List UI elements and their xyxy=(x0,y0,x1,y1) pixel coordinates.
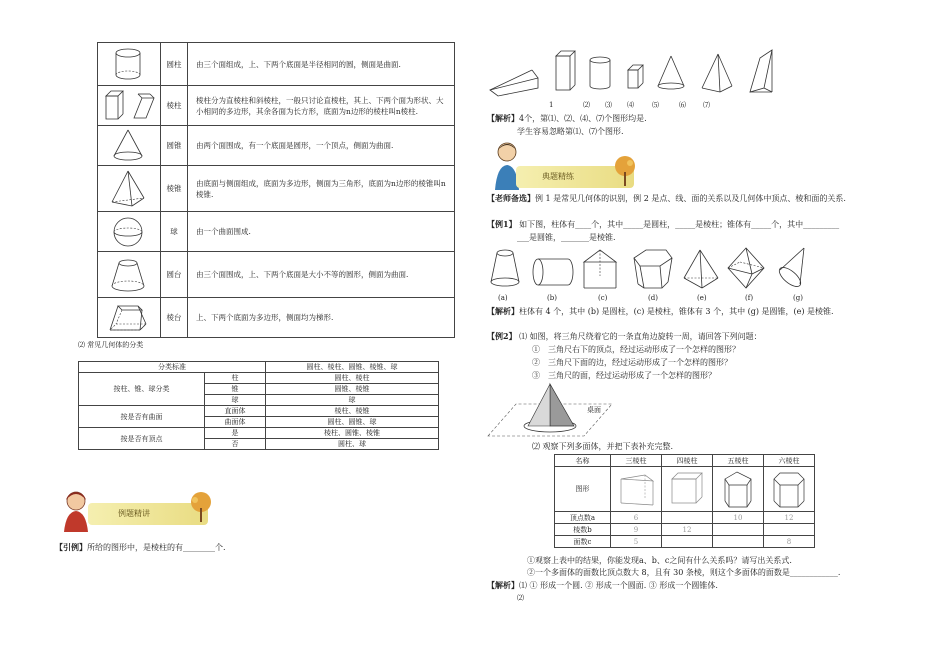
table-cell: 棱柱、圆锥、棱锥 xyxy=(266,428,439,439)
table-row xyxy=(79,362,439,373)
table-row xyxy=(555,455,815,467)
criterion-cell: 按是否有顶点 xyxy=(79,428,205,450)
table-row xyxy=(98,126,455,166)
table-cell: 圆柱、棱柱 xyxy=(266,373,439,384)
table-row xyxy=(98,298,455,338)
shape-name: 球 xyxy=(161,212,188,252)
analysis-label: 【解析】 xyxy=(487,113,519,123)
classification-table xyxy=(78,361,439,450)
table-cell: 圆锥、棱锥 xyxy=(266,384,439,395)
shape-desc: 由一个曲面围成. xyxy=(188,212,455,252)
table-cell: 否 xyxy=(205,439,266,450)
figure-label: (d) xyxy=(648,294,658,302)
table-row xyxy=(555,524,815,536)
table-cell: 棱柱、棱锥 xyxy=(266,406,439,417)
shape-name: 棱锥 xyxy=(161,166,188,212)
figure-label: (f) xyxy=(745,294,754,302)
example-2 xyxy=(487,331,762,342)
triangular-prism-icon xyxy=(611,467,662,512)
ex2-obs1: ①观察上表中的结果，你能发现a、b、c之间有什么关系吗？请写出关系式. xyxy=(527,556,792,565)
table-cell: 12 xyxy=(662,524,713,536)
figure-number: ⑷ xyxy=(627,101,634,109)
table-row xyxy=(555,512,815,524)
table-cell xyxy=(662,512,713,524)
table-header-cell: 四棱柱 xyxy=(662,455,713,467)
ex1-question-2: ___是圆锥，_______是棱锥. xyxy=(517,233,616,242)
table-cell: 9 xyxy=(611,524,662,536)
table-row xyxy=(98,212,455,252)
table-cell: 8 xyxy=(764,536,815,548)
ex2-obs2: ②一个多面体的面数比顶点数大 8，且有 30 条棱，则这个多面体的面数是____________. xyxy=(527,568,841,577)
example-1 xyxy=(487,219,897,230)
figure-numbers xyxy=(0,100,950,110)
criterion-cell: 按是否有曲面 xyxy=(79,406,205,428)
table-cell: 6 xyxy=(611,512,662,524)
ex1-label: 【例1】 xyxy=(487,219,517,229)
table-row xyxy=(555,536,815,548)
ex2-q3: ③ 三角尺的面，经过运动形成了一个怎样的图形？ xyxy=(532,371,716,380)
table-cell xyxy=(713,536,764,548)
table-cell xyxy=(713,524,764,536)
analysis-label: 【解析】 xyxy=(487,580,519,590)
ex2-q1: ① 三角尺右下的顶点，经过运动形成了一个怎样的图形？ xyxy=(532,345,740,354)
table-header-cell: 名称 xyxy=(555,455,611,467)
table-header-cell: 六棱柱 xyxy=(764,455,815,467)
shape-name: 圆台 xyxy=(161,252,188,298)
yinli xyxy=(55,542,226,553)
teacher-text: 例 1 是常见几何体的识别，例 2 是点、线、面的关系以及几何体中顶点、棱和面的关系. xyxy=(535,194,846,203)
teacher-note xyxy=(487,193,907,204)
table-row xyxy=(98,252,455,298)
ex1-figure-labels xyxy=(0,293,950,303)
table-cell: 面数c xyxy=(555,536,611,548)
shape-desc: 由三个面围成，上、下两个底面是大小不等的圆形，侧面为曲面. xyxy=(188,252,455,298)
figure-number: 1 xyxy=(549,101,554,109)
classification-heading: ⑵ 常见几何体的分类 xyxy=(78,341,144,349)
table-cell: 棱数b xyxy=(555,524,611,536)
analysis-text: 4个，第⑴、⑵、⑷、⑺个图形均是. xyxy=(519,114,647,123)
ex2-q2: ② 三角尺下面的边，经过运动形成了一个怎样的图形？ xyxy=(532,358,732,367)
table-cell: 圆柱、圆锥、球 xyxy=(266,417,439,428)
ex2-label: 【例2】 xyxy=(487,331,517,341)
frustum-cone-icon xyxy=(98,252,161,298)
yinli-analysis xyxy=(487,113,647,124)
table-cell xyxy=(662,536,713,548)
figure-label: (e) xyxy=(697,294,707,302)
table-cell: 12 xyxy=(764,512,815,524)
polyhedra-table xyxy=(554,454,815,548)
figure-label: (g) xyxy=(793,294,803,302)
shape-name: 棱柱 xyxy=(161,86,188,126)
pyramid-icon xyxy=(98,166,161,212)
table-cell: 锥 xyxy=(205,384,266,395)
ex1-analysis xyxy=(487,306,834,317)
table-cell: 圆柱、球 xyxy=(266,439,439,450)
pentagonal-prism-icon xyxy=(713,467,764,512)
table-header-cell: 圆柱、棱柱、圆锥、棱锥、球 xyxy=(266,362,439,373)
shape-desc: 由两个面围成，有一个底面是圆形，一个顶点，侧面为曲面. xyxy=(188,126,455,166)
table-header-cell: 三棱柱 xyxy=(611,455,662,467)
analysis-label: 【解析】 xyxy=(487,306,519,316)
table-cell: 球 xyxy=(266,395,439,406)
analysis-text: ⑴ ① 形成一个圆. ② 形成一个圆面. ③ 形成一个圆锥体. xyxy=(519,581,718,590)
criterion-cell: 按柱、锥、球分类 xyxy=(79,373,205,406)
table-cell: 是 xyxy=(205,428,266,439)
figure-label: (b) xyxy=(547,294,557,302)
yinli-text: 所给的图形中，是棱柱的有________个. xyxy=(87,543,226,552)
figure-number: ⑵ xyxy=(583,101,590,109)
figure-number: ⑸ xyxy=(652,101,659,109)
figure-number: ⑹ xyxy=(679,101,686,109)
table-row xyxy=(79,373,439,384)
table-cell: 5 xyxy=(611,536,662,548)
banner-title: 例题精讲 xyxy=(118,509,150,518)
shape-desc: 棱柱分为直棱柱和斜棱柱，一般只讨论直棱柱，其上、下两个面为形状、大小相同的多边形，其余各面为长方形，底面为n边形的棱柱叫n棱柱. xyxy=(188,86,455,126)
figure-number: ⑺ xyxy=(703,101,710,109)
shape-desc: 由三个面组成，上、下两个底面是半径相同的圆，侧面是曲面. xyxy=(188,43,455,86)
table-cell xyxy=(764,524,815,536)
table-cell: 10 xyxy=(713,512,764,524)
yinli-note: 学生容易忽略第⑴、⑺个图形. xyxy=(517,127,624,136)
analysis-text: 柱体有 4 个，其中 (b) 是圆柱，(c) 是棱柱，锥体有 3 个，其中 (g) 是圆锥，(e) 是棱锥. xyxy=(519,307,834,316)
shape-name: 圆柱 xyxy=(161,43,188,86)
desk-label: 桌面 xyxy=(587,406,601,414)
table-header-cell: 五棱柱 xyxy=(713,455,764,467)
table-row xyxy=(555,467,815,512)
table-row xyxy=(98,43,455,86)
table-cell: 柱 xyxy=(205,373,266,384)
frustum-pyramid-icon xyxy=(98,298,161,338)
shape-name: 棱台 xyxy=(161,298,188,338)
banner-title: 典题精练 xyxy=(542,172,574,181)
ex2-analysis-2: ⑵ xyxy=(517,594,524,602)
table-row xyxy=(79,406,439,417)
figure-label: (a) xyxy=(498,294,508,302)
table-cell: 图形 xyxy=(555,467,611,512)
shape-desc: 上、下两个底面为多边形，侧面均为梯形. xyxy=(188,298,455,338)
ex1-question: 如下图，柱体有____个，其中_____是圆柱，_____是棱柱；锥体有_____个，其中_________ xyxy=(519,220,840,229)
shape-name: 圆锥 xyxy=(161,126,188,166)
cylinder-icon xyxy=(98,43,161,86)
teacher-label: 【老师备选】 xyxy=(487,193,535,203)
sphere-icon xyxy=(98,212,161,252)
hexagonal-prism-icon xyxy=(764,467,815,512)
table-cell: 顶点数a xyxy=(555,512,611,524)
table-cell: 直面体 xyxy=(205,406,266,417)
ex2-intro: ⑴ 如图，将三角尺绕着它的一条直角边旋转一周，请回答下列问题： xyxy=(519,332,762,341)
yinli-label: 【引例】 xyxy=(55,542,87,552)
cone-icon xyxy=(98,126,161,166)
cube-icon xyxy=(662,467,713,512)
figure-label: (c) xyxy=(598,294,608,302)
table-cell: 曲面体 xyxy=(205,417,266,428)
ex2-part2: ⑵ 观察下列多面体，并把下表补充完整. xyxy=(532,442,674,451)
table-row xyxy=(79,428,439,439)
table-cell: 球 xyxy=(205,395,266,406)
figure-number: ⑶ xyxy=(605,101,612,109)
ex2-analysis xyxy=(487,580,718,591)
table-header-cell: 分类标准 xyxy=(79,362,266,373)
shape-desc: 由底面与侧面组成，底面为多边形，侧面为三角形，底面为n边形的棱锥叫n棱锥. xyxy=(188,166,455,212)
table-row xyxy=(98,166,455,212)
